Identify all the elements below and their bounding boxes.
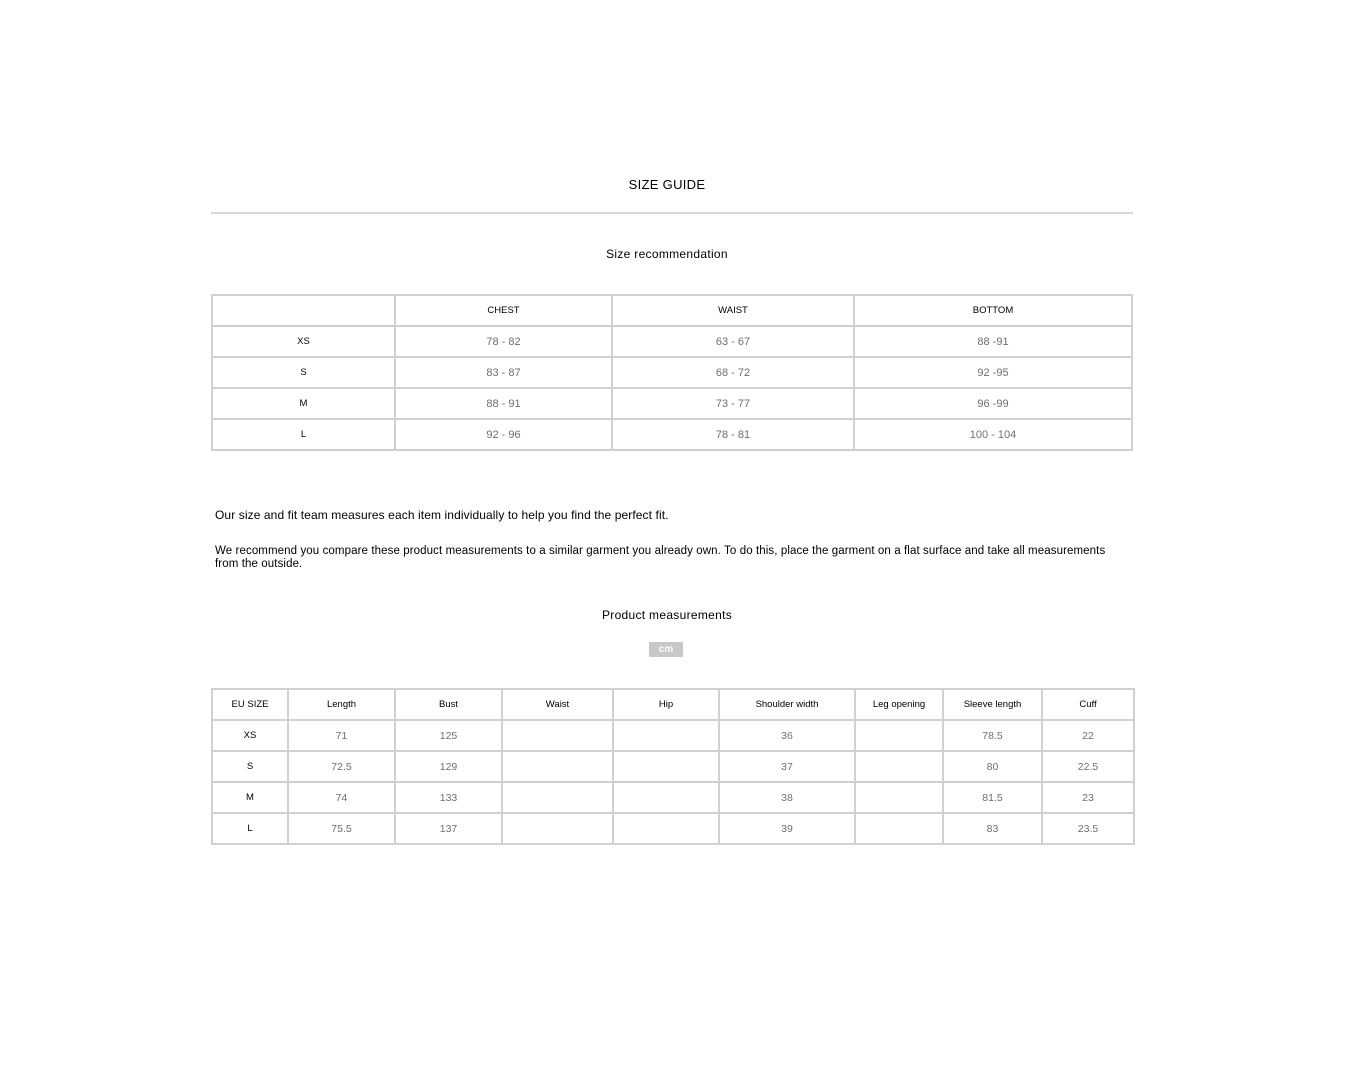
waist-cell: 73 - 77: [612, 388, 854, 419]
unit-toggle-cm[interactable]: cm: [649, 642, 683, 657]
column-header-eu-size: EU SIZE: [212, 689, 288, 720]
bottom-cell: 96 -99: [854, 388, 1132, 419]
length-cell: 71: [288, 720, 395, 751]
size-cell: M: [212, 782, 288, 813]
column-header: [212, 295, 395, 326]
size-cell: XS: [212, 720, 288, 751]
chest-cell: 78 - 82: [395, 326, 612, 357]
bottom-cell: 88 -91: [854, 326, 1132, 357]
cuff-cell: 22.5: [1042, 751, 1134, 782]
leg-opening-cell: [855, 720, 943, 751]
bust-cell: 137: [395, 813, 502, 844]
leg-opening-cell: [855, 813, 943, 844]
hip-cell: [613, 751, 719, 782]
column-header-waist: Waist: [502, 689, 613, 720]
hip-cell: [613, 813, 719, 844]
chest-cell: 88 - 91: [395, 388, 612, 419]
title-divider: [211, 212, 1133, 214]
table-row: [212, 813, 1134, 844]
waist-cell: 63 - 67: [612, 326, 854, 357]
cuff-cell: 23: [1042, 782, 1134, 813]
product-measurements-table: [211, 688, 1135, 845]
shoulder-cell: 37: [719, 751, 855, 782]
shoulder-cell: 36: [719, 720, 855, 751]
hip-cell: [613, 720, 719, 751]
table-row: [212, 419, 1132, 450]
column-header-bottom: BOTTOM: [854, 295, 1132, 326]
sleeve-cell: 78.5: [943, 720, 1042, 751]
compare-measurements-paragraph: We recommend you compare these product measurements to a similar garment you already own. To do this, place the garment on a flat surface and take all measurements from the outside.: [215, 545, 1106, 570]
column-header-length: Length: [288, 689, 395, 720]
table-row: [212, 782, 1134, 813]
column-header-chest: CHEST: [395, 295, 612, 326]
size-cell: S: [212, 751, 288, 782]
size-cell: S: [212, 357, 395, 388]
waist-cell: [502, 813, 613, 844]
cuff-cell: 22: [1042, 720, 1134, 751]
sleeve-cell: 83: [943, 813, 1042, 844]
length-cell: 75.5: [288, 813, 395, 844]
cuff-cell: 23.5: [1042, 813, 1134, 844]
column-header-shoulder-width: Shoulder width: [719, 689, 855, 720]
sleeve-cell: 81.5: [943, 782, 1042, 813]
shoulder-cell: 39: [719, 813, 855, 844]
column-header-sleeve-length: Sleeve length: [943, 689, 1042, 720]
table-row: [212, 357, 1132, 388]
table-header-row: [212, 689, 1134, 720]
table-row: [212, 751, 1134, 782]
waist-cell: [502, 751, 613, 782]
waist-cell: [502, 782, 613, 813]
length-cell: 74: [288, 782, 395, 813]
fit-team-paragraph: Our size and fit team measures each item individually to help you find the perfect fit.: [215, 508, 669, 522]
leg-opening-cell: [855, 782, 943, 813]
page-title: SIZE GUIDE: [628, 177, 706, 192]
waist-cell: [502, 720, 613, 751]
column-header-leg-opening: Leg opening: [855, 689, 943, 720]
size-recommendation-table: [211, 294, 1133, 451]
length-cell: 72.5: [288, 751, 395, 782]
chest-cell: 83 - 87: [395, 357, 612, 388]
leg-opening-cell: [855, 751, 943, 782]
sleeve-cell: 80: [943, 751, 1042, 782]
bust-cell: 125: [395, 720, 502, 751]
waist-cell: 78 - 81: [612, 419, 854, 450]
column-header-bust: Bust: [395, 689, 502, 720]
shoulder-cell: 38: [719, 782, 855, 813]
column-header-cuff: Cuff: [1042, 689, 1134, 720]
bust-cell: 129: [395, 751, 502, 782]
table-row: [212, 720, 1134, 751]
bottom-cell: 100 - 104: [854, 419, 1132, 450]
product-measurements-heading: Product measurements: [601, 608, 733, 622]
table-row: [212, 388, 1132, 419]
column-header-hip: Hip: [613, 689, 719, 720]
size-recommendation-heading: Size recommendation: [606, 247, 728, 261]
table-row: [212, 326, 1132, 357]
size-cell: L: [212, 419, 395, 450]
table-header-row: [212, 295, 1132, 326]
size-cell: M: [212, 388, 395, 419]
chest-cell: 92 - 96: [395, 419, 612, 450]
size-cell: XS: [212, 326, 395, 357]
hip-cell: [613, 782, 719, 813]
column-header-waist: WAIST: [612, 295, 854, 326]
size-cell: L: [212, 813, 288, 844]
bottom-cell: 92 -95: [854, 357, 1132, 388]
waist-cell: 68 - 72: [612, 357, 854, 388]
bust-cell: 133: [395, 782, 502, 813]
